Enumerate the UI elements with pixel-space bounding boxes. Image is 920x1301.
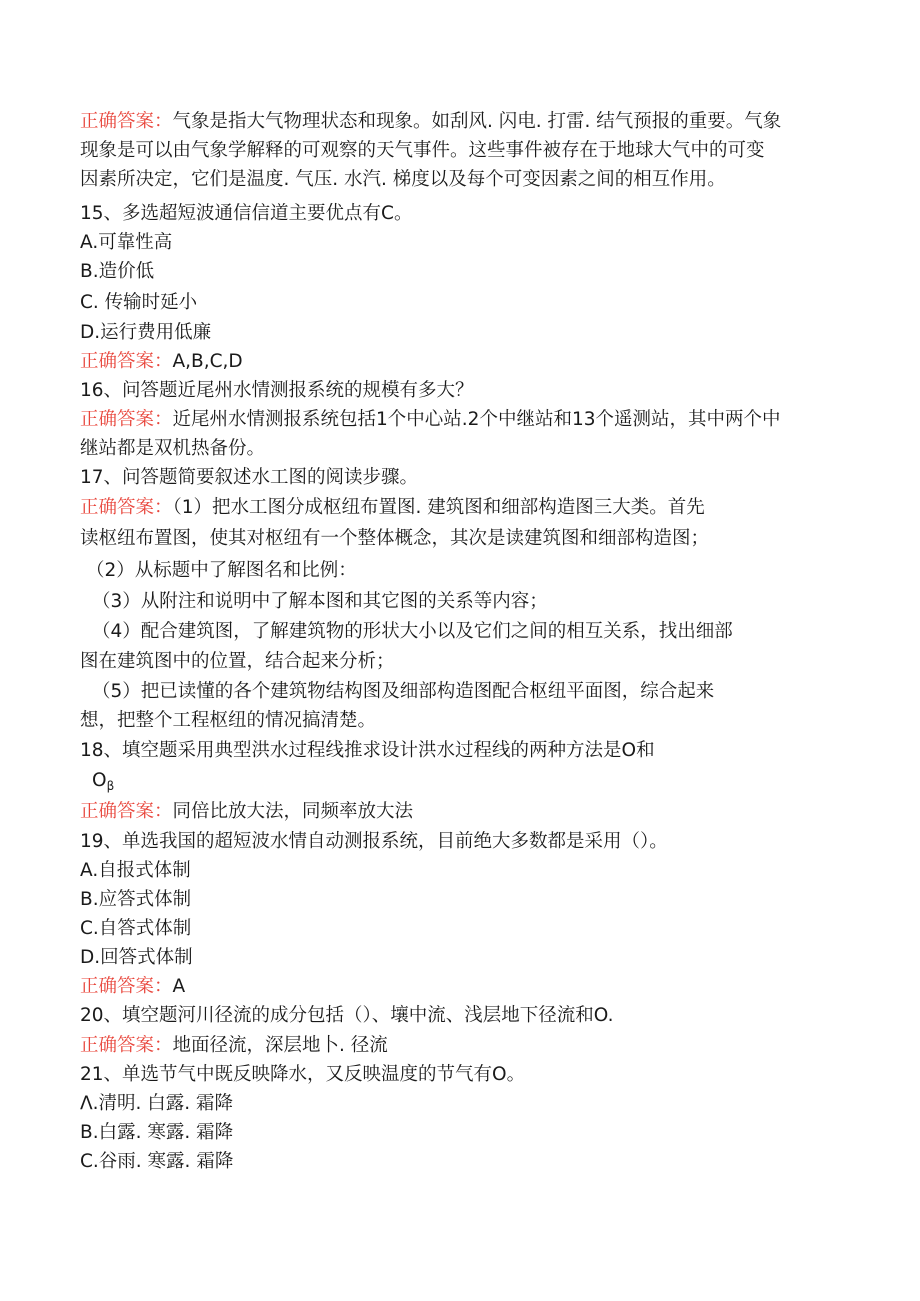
answer-17-line: 读枢纽布置图，使其对枢纽有一个整体概念，其次是读建筑图和细部构造图； bbox=[80, 528, 710, 549]
answer-17 bbox=[80, 493, 705, 523]
answer-16-cont: 继站都是双机热备份。 bbox=[80, 438, 266, 459]
option-d: D.回答式体制 bbox=[80, 947, 193, 968]
intro-text-line: 现象是可以由气象学解释的可观察的天气事件。这些事件被存在于地球大气中的可变 bbox=[80, 140, 765, 161]
blank-sub: β bbox=[106, 779, 115, 793]
answer-15 bbox=[80, 347, 243, 377]
answer-label: 正确答案： bbox=[80, 409, 173, 430]
intro-answer bbox=[80, 107, 781, 137]
answer-text: 地面径流，深层地卜. 径流 bbox=[172, 1035, 388, 1056]
option-b: B.造价低 bbox=[80, 261, 155, 282]
answer-text: A bbox=[172, 976, 186, 997]
answer-label: 正确答案： bbox=[80, 497, 173, 518]
answer-17-line: 图在建筑图中的位置，结合起来分析； bbox=[80, 651, 395, 672]
answer-label: 正确答案： bbox=[80, 1035, 173, 1056]
answer-17-line: （3）从附注和说明中了解本图和其它图的关系等内容； bbox=[92, 591, 548, 612]
question-19: 19、单选我国的超短波水情自动测报系统，目前绝大多数都是采用（）。 bbox=[80, 831, 668, 852]
answer-label: 正确答案： bbox=[80, 801, 173, 822]
answer-text: （1）把水工图分成枢纽布置图. 建筑图和细部构造图三大类。首先 bbox=[172, 497, 705, 518]
option-a: Λ.清明. 白露. 霜降 bbox=[80, 1093, 234, 1114]
question-20: 20、填空题河川径流的成分包括（）、壤中流、浅层地下径流和O. bbox=[80, 1005, 614, 1026]
question-18-cont bbox=[92, 766, 114, 801]
blank-o: O bbox=[92, 770, 107, 791]
option-d: D.运行费用低廉 bbox=[80, 322, 212, 343]
answer-label: 正确答案： bbox=[80, 976, 173, 997]
answer-19 bbox=[80, 972, 185, 1002]
option-c: C.自答式体制 bbox=[80, 918, 192, 939]
answer-16 bbox=[80, 405, 780, 435]
answer-17-line: （5）把已读懂的各个建筑物结构图及细部构造图配合枢纽平面图，综合起来 bbox=[92, 681, 715, 702]
option-b: B.应答式体制 bbox=[80, 889, 192, 910]
answer-text: 气象是指大气物理状态和现象。如刮风. 闪电. 打雷. 结气预报的重要。气象 bbox=[172, 111, 782, 132]
answer-17-line: 想，把整个工程枢纽的情况搞清楚。 bbox=[80, 710, 377, 731]
answer-text: A,B,C,D bbox=[172, 351, 243, 372]
option-a: A.可靠性高 bbox=[80, 232, 173, 253]
option-b: B.白露. 寒露. 霜降 bbox=[80, 1122, 234, 1143]
option-c: C. 传输时延小 bbox=[80, 292, 198, 313]
option-c: C.谷雨. 寒露. 霜降 bbox=[80, 1151, 234, 1172]
answer-17-line: （4）配合建筑图，了解建筑物的形状大小以及它们之间的相互关系，找出细部 bbox=[92, 621, 733, 642]
question-21: 21、单选节气中既反映降水，又反映温度的节气有O。 bbox=[80, 1064, 526, 1085]
question-15: 15、多选超短波通信信道主要优点有C。 bbox=[80, 203, 413, 224]
answer-label: 正确答案： bbox=[80, 351, 173, 372]
question-18: 18、填空题采用典型洪水过程线推求设计洪水过程线的两种方法是O和 bbox=[80, 740, 655, 761]
question-17: 17、问答题简要叙述水工图的阅读步骤。 bbox=[80, 467, 419, 488]
option-a: A.自报式体制 bbox=[80, 860, 191, 881]
intro-text-line: 因素所决定，它们是温度. 气压. 水汽. 梯度以及每个可变因素之间的相互作用。 bbox=[80, 169, 726, 190]
answer-text: 近尾州水情测报系统包括1个中心站.2个中继站和13个遥测站，其中两个中 bbox=[172, 409, 781, 430]
answer-17-line: （2）从标题中了解图名和比例： bbox=[86, 560, 357, 581]
answer-20 bbox=[80, 1031, 388, 1061]
question-16: 16、问答题近尾州水情测报系统的规模有多大？ bbox=[80, 380, 474, 401]
answer-label: 正确答案： bbox=[80, 111, 173, 132]
answer-18 bbox=[80, 797, 413, 827]
answer-text: 同倍比放大法，同频率放大法 bbox=[172, 801, 414, 822]
